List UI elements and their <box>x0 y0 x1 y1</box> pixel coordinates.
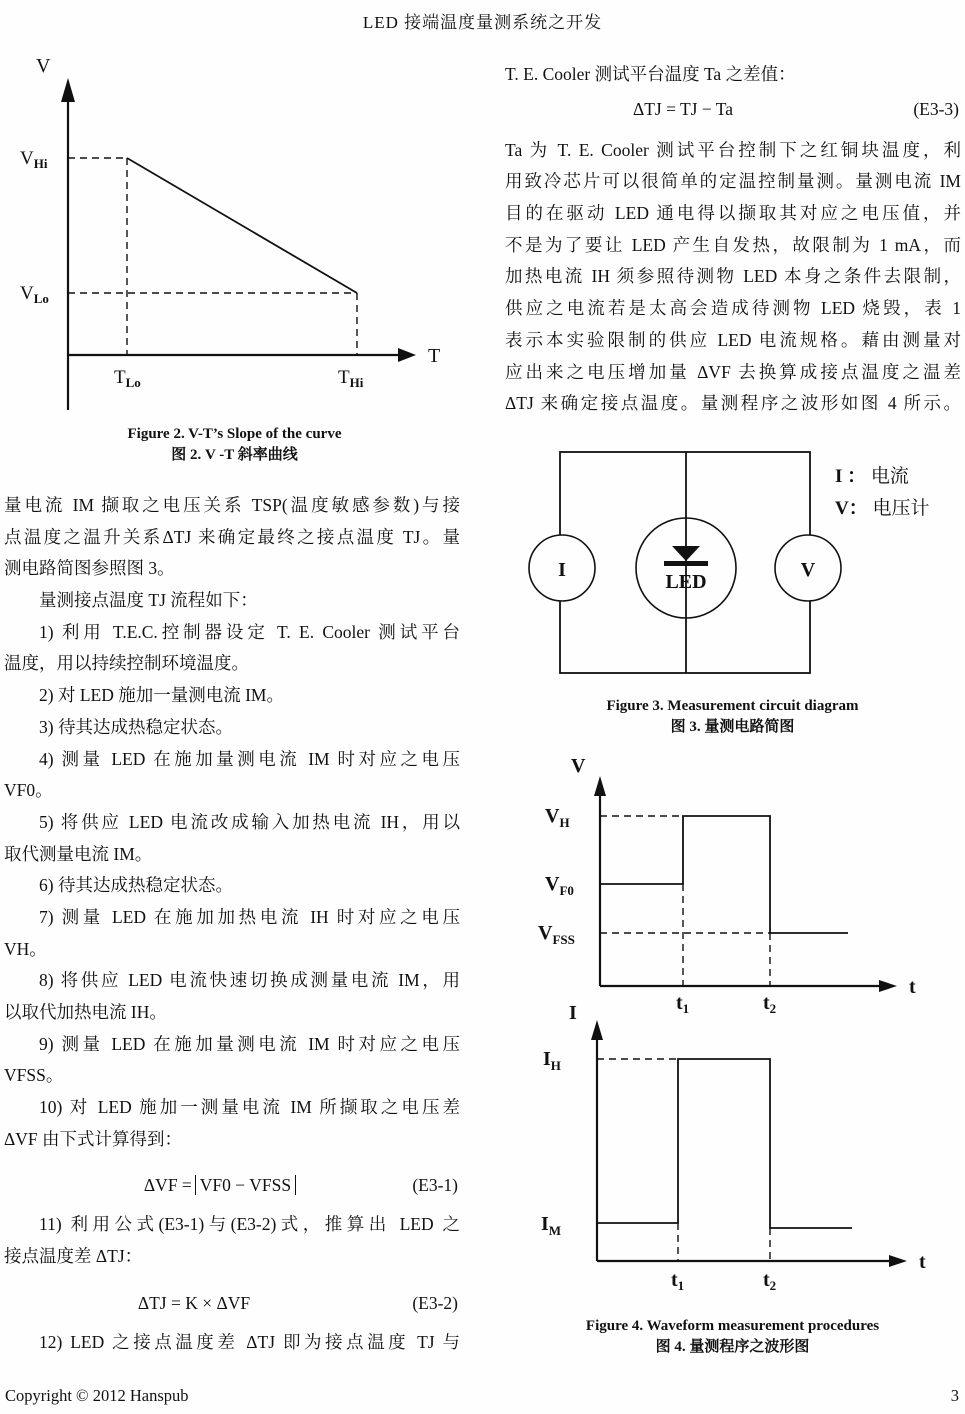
fig4-v-axis-label: V <box>571 755 586 777</box>
text-line: 7) 测量 LED 在施加加热电流 IH 时对应之电压 <box>39 906 460 927</box>
figure2-vt-slope-graph <box>12 52 457 422</box>
text-line: 9) 测量 LED 在施加量测电流 IM 时对应之电压 <box>39 1033 460 1054</box>
footer-copyright: Copyright © 2012 Hanspub <box>5 1386 189 1405</box>
fig2-thi-label: $T_{Hi}$ <box>338 367 364 390</box>
figure4-caption-zh: 图 4. 量测程序之波形图 <box>655 1339 810 1355</box>
figure4-caption <box>505 1316 960 1358</box>
fig3-voltmeter-label: V <box>800 559 816 581</box>
text-line: 点温度之温升关系ΔTJ 来确定最终之接点温度 TJ。量 <box>4 526 460 547</box>
text-line: 测电路简图参照图 3。 <box>4 558 175 579</box>
figure4-waveform-graphs <box>505 752 960 1314</box>
fig4-t-axis-top-arrow <box>879 980 897 992</box>
figure3-caption-zh: 图 3. 量测电路简图 <box>670 719 795 735</box>
text-line: 不是为了要让 LED 产生自发热，故限制为 1 mA，而 <box>505 234 961 255</box>
text-line: 供应之电流若是太高会造成待测物 LED 烧毁，表 1 <box>505 298 961 319</box>
text-line: 3) 待其达成热稳定状态。 <box>39 716 233 737</box>
equation-e3-3-body: ΔTJ = TJ − Ta <box>632 98 734 119</box>
fig3-legend-current: I ： 电流 <box>835 466 909 487</box>
text-line: 应出来之电压增加量 ΔVF 去换算成接点温度之温差 <box>505 361 961 382</box>
figure3-circuit-diagram <box>505 445 960 685</box>
equation-e3-1 <box>4 1169 460 1201</box>
text-line: 1) 利用 T.E.C.控制器设定 T. E. Cooler 测试平台 <box>39 621 460 642</box>
fig2-slope-curve <box>127 158 357 293</box>
fig4-t-axis-top-label: t <box>909 976 916 998</box>
fig3-legend-voltage: V： 电压计 <box>835 498 930 519</box>
fig4-im-label: $I_M$ <box>541 1213 562 1238</box>
figure3-caption-en: Figure 3. Measurement circuit diagram <box>606 698 859 714</box>
fig3-diode-bar <box>664 561 708 566</box>
fig4-t-axis-bottom-arrow <box>889 1255 907 1267</box>
figure2-caption-zh: 图 2. V -T 斜率曲线 <box>171 447 298 463</box>
text-line: 11) 利用公式(E3-1)与(E3-2)式，推算出 LED 之 <box>39 1214 460 1235</box>
fig2-v-axis-label: V <box>36 55 51 77</box>
text-line: Ta 为 T. E. Cooler 测试平台控制下之红铜块温度，利 <box>505 139 961 160</box>
text-line: T. E. Cooler 测试平台温度 Ta 之差值： <box>505 64 796 84</box>
equation-e3-3 <box>505 93 961 125</box>
text-line: VFSS。 <box>4 1065 64 1086</box>
text-line: ΔTJ 来确定接点温度。量测程序之波形如图 4 所示。 <box>505 393 961 414</box>
text-line: 量测接点温度 TJ 流程如下： <box>39 590 258 611</box>
fig4-i-axis-label: I <box>569 1002 577 1024</box>
equation-e3-2 <box>4 1287 460 1319</box>
text-line: 10) 对 LED 施加一测量电流 IM 所撷取之电压差 <box>39 1097 460 1118</box>
figure3-caption <box>505 696 960 738</box>
fig4-vfss-label: $V_{FSS}$ <box>538 922 575 947</box>
equation-e3-1-abs-value: VF0 − VFSS <box>195 1175 296 1195</box>
fig2-vlo-label: $V_{Lo}$ <box>20 283 49 306</box>
text-line: 目的在驱动 LED 通电得以撷取其对应之电压值，并 <box>505 203 961 224</box>
fig4-ih-label: $I_H$ <box>543 1048 561 1073</box>
text-line: 12) LED 之接点温度差 ΔTJ 即为接点温度 TJ 与 <box>39 1331 460 1352</box>
fig4-voltage-waveform <box>600 816 848 933</box>
fig2-t-axis-arrow <box>398 348 416 362</box>
text-line: 取代测量电流 IM。 <box>4 843 153 864</box>
equation-e3-1-body <box>144 1169 296 1201</box>
equation-e3-1-number: (E3-1) <box>412 1175 458 1196</box>
figure2-caption-en: Figure 2. V-T’s Slope of the curve <box>127 426 342 442</box>
text-line: ΔVF 由下式计算得到： <box>4 1128 182 1149</box>
text-line: 量电流 IM 撷取之电压关系 TSP(温度敏感参数)与接 <box>4 495 460 515</box>
fig4-t2-label-top: $t_2$ <box>763 992 777 1016</box>
text-line: 2) 对 LED 施加一量测电流 IM。 <box>39 685 284 706</box>
text-line: 用致冷芯片可以很简单的定温控制量测。量测电流 IM <box>505 171 961 192</box>
fig4-t-axis-bottom-label: t <box>919 1251 926 1273</box>
fig3-led-label: LED <box>665 571 707 593</box>
fig4-vf0-label: $V_{F0}$ <box>545 873 574 898</box>
fig4-t2-label-bottom: $t_2$ <box>763 1269 777 1293</box>
figure2-caption <box>12 424 457 466</box>
fig3-ammeter-label: I <box>558 559 566 581</box>
text-line: 5) 将供应 LED 电流改成输入加热电流 IH，用以 <box>39 811 460 832</box>
text-line: 8) 将供应 LED 电流快速切换成测量电流 IM，用 <box>39 970 460 991</box>
text-line: 加热电流 IH 须参照待测物 LED 本身之条件去限制， <box>505 266 961 287</box>
figure4-caption-en: Figure 4. Waveform measurement procedures <box>585 1318 880 1334</box>
text-line: 4) 测量 LED 在施加量测电流 IM 时对应之电压 <box>39 748 460 769</box>
text-line: 表示本实验限制的供应 LED 电流规格。藉由测量对 <box>505 329 961 350</box>
text-line: VH。 <box>4 938 47 959</box>
text-line: 接点温度差 ΔTJ： <box>4 1246 143 1267</box>
page-title: LED 接端温度量测系统之开发 <box>362 13 603 32</box>
equation-e3-2-body: ΔTJ = K × ΔVF <box>137 1292 251 1313</box>
fig4-current-waveform <box>597 1059 852 1228</box>
fig4-t1-label-top: $t_1$ <box>676 992 690 1016</box>
fig2-t-axis-label: T <box>428 345 441 367</box>
fig4-t1-label-bottom: $t_1$ <box>671 1269 685 1293</box>
footer-page-number: 3 <box>950 1386 959 1405</box>
equation-e3-3-number: (E3-3) <box>913 98 959 119</box>
text-line: 6) 待其达成热稳定状态。 <box>39 875 233 896</box>
text-line: VF0。 <box>4 780 53 801</box>
fig2-vhi-label: $V_{Hi}$ <box>20 148 48 171</box>
equation-e3-1-lhs: ΔVF = <box>143 1175 192 1196</box>
text-line: 温度，用以持续控制环境温度。 <box>4 653 249 674</box>
fig2-tlo-label: $T_{Lo}$ <box>114 367 141 390</box>
right-column <box>505 59 961 420</box>
equation-e3-2-number: (E3-2) <box>412 1292 458 1313</box>
text-line: 以取代加热电流 IH。 <box>4 1002 167 1022</box>
left-column <box>4 490 460 1359</box>
fig4-vh-label: $V_H$ <box>545 805 570 830</box>
